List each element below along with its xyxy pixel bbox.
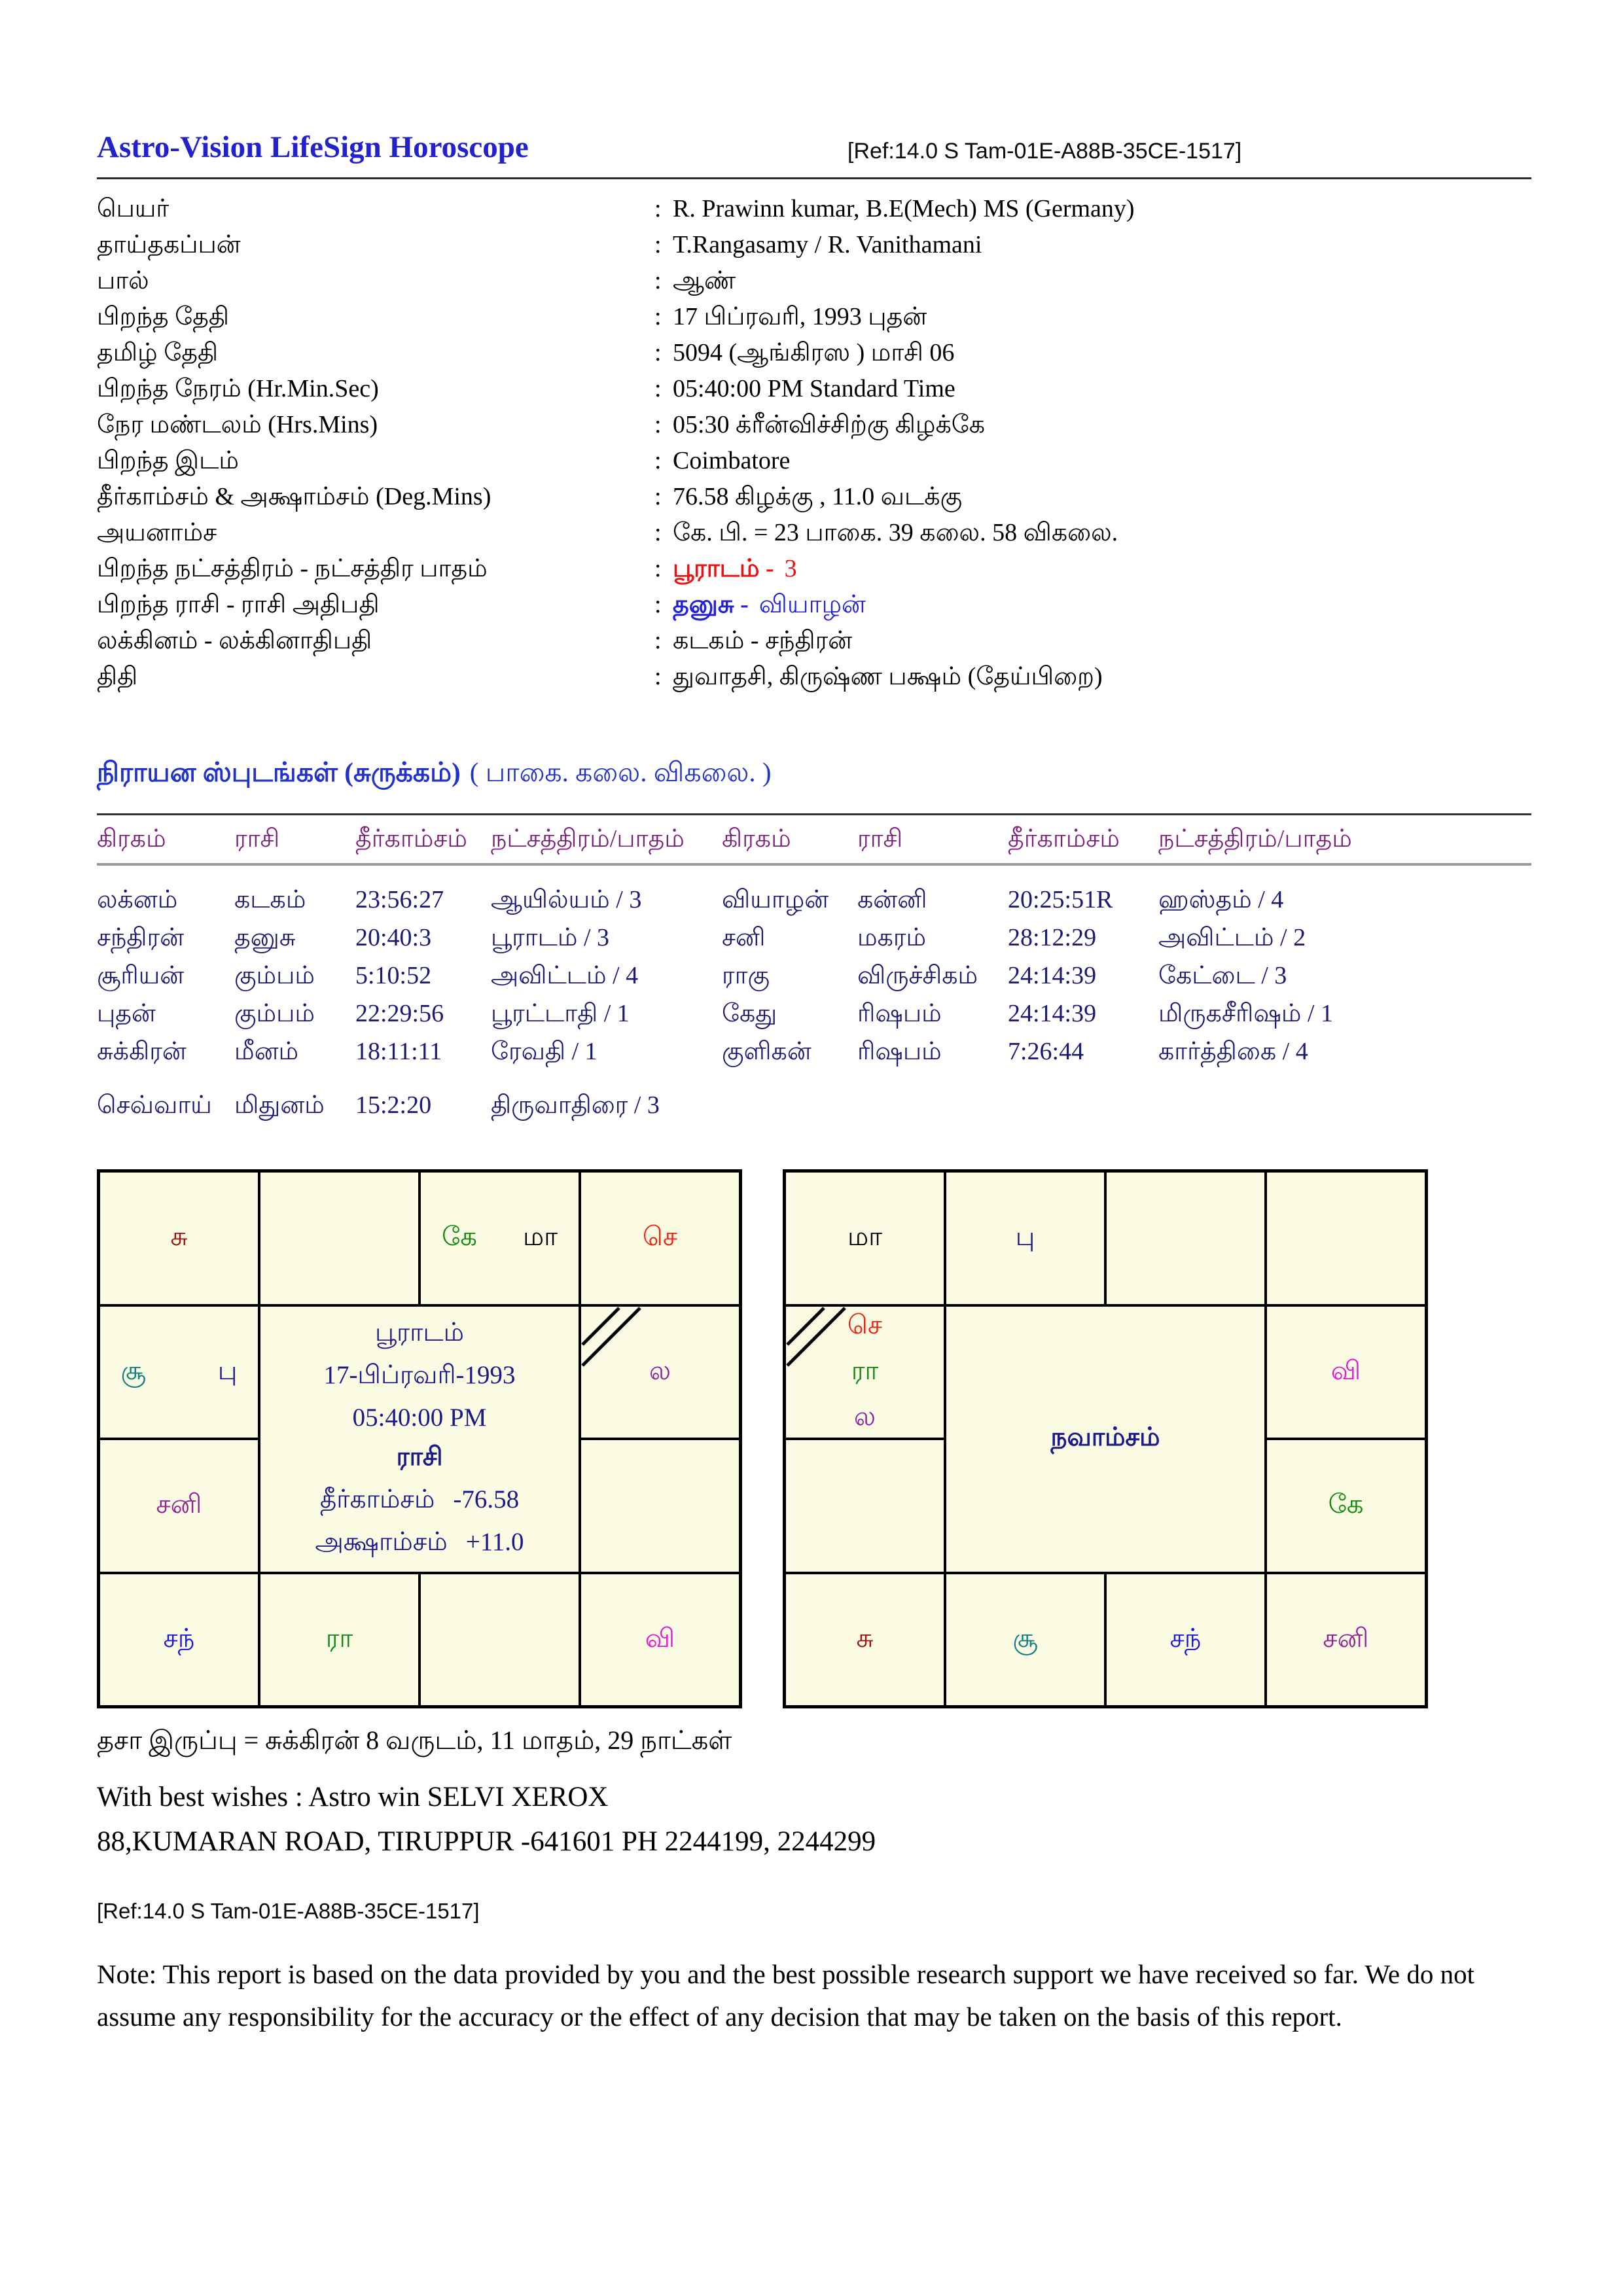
- center-time: 05:40:00 PM: [352, 1404, 487, 1432]
- info-label: தாய்தகப்பன்: [97, 231, 241, 258]
- nav-cell-r3c0: [786, 1574, 944, 1706]
- planet-ketu: கே: [441, 1222, 477, 1252]
- col-header-rasi: ராசி: [857, 825, 903, 853]
- planet-ketu: கே: [1328, 1489, 1364, 1519]
- table-cell: சூரியன்: [97, 962, 185, 989]
- planet-rahu: ரா: [325, 1623, 353, 1653]
- table-cell-empty: [722, 1075, 857, 1113]
- table-cell: கும்பம்: [234, 962, 315, 989]
- colon: :: [654, 519, 662, 546]
- page-title: Astro-Vision LifeSign Horoscope: [97, 130, 529, 164]
- table-cell: விருச்சிகம்: [857, 962, 978, 989]
- rasi-name: தனுசு -: [673, 591, 749, 618]
- table-cell: 15:2:20: [355, 1091, 432, 1119]
- table-cell: 22:29:56: [355, 1000, 444, 1027]
- table-cell: 20:40:3: [355, 924, 432, 951]
- table-cell: பூரட்டாதி / 1: [491, 1000, 630, 1027]
- planet-maandi: மா: [522, 1222, 558, 1252]
- table-cell: 7:26:44: [1008, 1038, 1084, 1065]
- info-label: நேர மண்டலம் (Hrs.Mins): [97, 411, 378, 438]
- table-cell-empty: [1008, 1075, 1158, 1113]
- nav-cell-r0c3: [1267, 1173, 1425, 1304]
- section-title-units: ( பாகை. கலை. விகலை. ): [469, 757, 772, 787]
- planet-saturn: சனி: [156, 1489, 202, 1519]
- latitude-label: அக்ஷாம்சம்: [315, 1528, 448, 1556]
- table-cell: ஹஸ்தம் / 4: [1158, 886, 1284, 913]
- table-cell: 24:14:39: [1008, 962, 1097, 989]
- table-cell: கன்னி: [857, 886, 927, 913]
- longitude-value: -76.58: [453, 1485, 520, 1513]
- table-cell: புதன்: [97, 1000, 156, 1027]
- info-row-parents: [97, 230, 1537, 266]
- table-cell: திருவாதிரை / 3: [491, 1091, 660, 1119]
- table-cell: சுக்கிரன்: [97, 1038, 187, 1065]
- center-chart-title: நவாம்சம்: [1050, 1423, 1160, 1451]
- rasi-chart-center: [260, 1307, 579, 1572]
- nav-cell-r0c1: [946, 1173, 1104, 1304]
- info-value: 76.58 கிழக்கு , 11.0 வடக்கு: [673, 483, 963, 510]
- table-cell: 20:25:51R: [1008, 886, 1113, 913]
- col-header-longitude: தீர்காம்சம்: [355, 825, 467, 853]
- center-date: 17-பிப்ரவரி-1993: [323, 1361, 516, 1389]
- info-label: பிறந்த ராசி - ராசி அதிபதி: [97, 591, 380, 618]
- colon: :: [654, 231, 662, 258]
- table-cell: லக்னம்: [97, 886, 178, 913]
- info-label: அயனாம்ச: [97, 519, 217, 546]
- info-label: லக்கினம் - லக்கினாதிபதி: [97, 627, 372, 654]
- info-row-birth-star: [97, 554, 1537, 590]
- info-value: Coimbatore: [673, 447, 791, 474]
- nav-cell-r2c0: [786, 1440, 944, 1572]
- info-row-gender: [97, 266, 1537, 302]
- colon: :: [654, 663, 662, 690]
- colon: :: [654, 591, 662, 618]
- table-cell: 24:14:39: [1008, 1000, 1097, 1027]
- table-cell: கேட்டை / 3: [1158, 962, 1287, 989]
- table-header-row: [97, 815, 1531, 863]
- info-label: பால்: [97, 267, 149, 294]
- nav-cell-r3c3: [1267, 1574, 1425, 1706]
- info-label: பிறந்த நேரம் (Hr.Min.Sec): [97, 375, 379, 402]
- latitude-value: +11.0: [465, 1528, 524, 1556]
- nav-cell-r0c2: [1107, 1173, 1264, 1304]
- colon: :: [654, 411, 662, 438]
- table-cell: 28:12:29: [1008, 924, 1097, 951]
- wishes-line: With best wishes : Astro win SELVI XEROX: [97, 1782, 609, 1812]
- info-value: கடகம் - சந்திரன்: [673, 627, 853, 654]
- info-label: பிறந்த இடம்: [97, 447, 239, 474]
- table-cell: கேது: [722, 1000, 777, 1027]
- table-cell: மகரம்: [857, 924, 927, 951]
- info-value: ஆண்: [673, 267, 736, 294]
- planet-positions-table: [97, 813, 1531, 1129]
- nav-cell-lagna: [786, 1307, 944, 1438]
- section-title-main: நிராயன ஸ்புடங்கள் (சுருக்கம்): [97, 757, 461, 787]
- center-chart-title: ராசி: [396, 1443, 443, 1471]
- colon: :: [654, 303, 662, 330]
- table-cell: மீனம்: [234, 1038, 299, 1065]
- planet-sun: சூ: [120, 1355, 146, 1385]
- colon: :: [654, 375, 662, 402]
- table-cell: மிதுனம்: [234, 1091, 325, 1119]
- header-rule: [97, 177, 1531, 179]
- table-cell: செவ்வாய்: [97, 1091, 212, 1119]
- planet-rahu: ரா: [851, 1355, 879, 1385]
- table-cell: கடகம்: [234, 886, 306, 913]
- rasi-cell-makaram: [100, 1440, 258, 1572]
- rasi-cell-rishabam: [421, 1173, 579, 1304]
- star-name: பூராடம் -: [673, 555, 774, 582]
- center-longitude: [320, 1485, 519, 1517]
- planet-jupiter: வி: [1330, 1355, 1361, 1385]
- planet-moon: சந்: [163, 1623, 195, 1653]
- rasi-chart: [97, 1169, 742, 1708]
- info-value: T.Rangasamy / R. Vanithamani: [673, 231, 982, 258]
- info-value: 05:30 க்ரீன்விச்சிற்கு கிழக்கே: [673, 411, 986, 438]
- disclaimer-note: Note: This report is based on the data provided by you and the best possible research support we have received so far. We do not assume any responsibility for the accuracy or the effect of any decision that may be taken on the basis of this report.: [97, 1959, 1474, 2032]
- address-line: 88,KUMARAN ROAD, TIRUPPUR -641601 PH 2244199, 2244299: [97, 1826, 876, 1857]
- planet-maandi: மா: [847, 1222, 883, 1252]
- info-value: துவாதசி, கிருஷ்ண பக்ஷம் (தேய்பிறை): [673, 663, 1103, 690]
- rasi-cell-dhanusu: [100, 1574, 258, 1706]
- nav-cell-r2c3: [1267, 1440, 1425, 1572]
- rasi-cell-thulam: [421, 1574, 579, 1706]
- table-cell: ரிஷபம்: [857, 1038, 942, 1065]
- lagna-abbr: ல: [649, 1355, 671, 1385]
- nav-cell-r3c2: [1107, 1574, 1264, 1706]
- planet-jupiter: வி: [645, 1623, 675, 1653]
- table-cell: சனி: [722, 924, 766, 951]
- table-cell: பூராடம் / 3: [491, 924, 610, 951]
- col-header-graham: கிரகம்: [722, 825, 791, 853]
- table-cell: சந்திரன்: [97, 924, 185, 951]
- table-rule-bottom: [97, 863, 1531, 866]
- nav-cell-r3c1: [946, 1574, 1104, 1706]
- planet-mercury: பு: [1015, 1222, 1035, 1252]
- rasi-cell-mesham: [260, 1173, 418, 1304]
- table-cell: கார்த்திகை / 4: [1158, 1038, 1308, 1065]
- planet-mars: செ: [642, 1222, 678, 1252]
- rasi-cell-mithunam: [581, 1173, 739, 1304]
- table-cell: ஆயில்யம் / 3: [491, 886, 642, 913]
- table-body: [97, 885, 1531, 1129]
- planet-mars: செ: [847, 1309, 883, 1339]
- table-cell: ரிஷபம்: [857, 1000, 942, 1027]
- info-row-birth-rasi: [97, 590, 1537, 626]
- info-label: தமிழ் தேதி: [97, 339, 219, 366]
- table-cell: கும்பம்: [234, 1000, 315, 1027]
- table-cell-empty: [857, 1075, 1008, 1113]
- info-row-birth-time: [97, 374, 1537, 410]
- info-label: பிறந்த தேதி: [97, 303, 230, 330]
- table-cell: ராகு: [722, 962, 770, 989]
- info-row-long-lat: [97, 482, 1537, 518]
- table-cell: 5:10:52: [355, 962, 432, 989]
- planet-venus: சு: [170, 1222, 188, 1252]
- dasa-balance-caption: தசா இருப்பு = சுக்கிரன் 8 வருடம், 11 மாதம், 29 நாட்கள்: [97, 1725, 732, 1755]
- star-padam: 3: [784, 555, 797, 582]
- reference-code-top: [Ref:14.0 S Tam-01E-A88B-35CE-1517]: [847, 139, 1242, 164]
- colon: :: [654, 195, 662, 222]
- birth-info-block: [97, 194, 1537, 698]
- lagna-marker-icon: [581, 1307, 643, 1369]
- table-cell: 23:56:27: [355, 886, 444, 913]
- table-cell: தனுசு: [234, 924, 296, 951]
- table-cell: அவிட்டம் / 2: [1158, 924, 1306, 951]
- table-cell-empty: [1158, 1075, 1531, 1113]
- colon: :: [654, 483, 662, 510]
- info-value-rasi: [669, 590, 866, 622]
- rasi-cell-kumbam: [100, 1307, 258, 1438]
- section-title-nirayana: [97, 756, 772, 792]
- rasi-cell-simmam: [581, 1440, 739, 1572]
- info-value: கே. பி. = 23 பாகை. 39 கலை. 58 விகலை.: [673, 519, 1118, 546]
- table-cell: ரேவதி / 1: [491, 1038, 597, 1065]
- info-value: 17 பிப்ரவரி, 1993 புதன்: [673, 303, 927, 330]
- info-value: 05:40:00 PM Standard Time: [673, 375, 955, 402]
- lagna-abbr: ல: [853, 1401, 876, 1431]
- info-row-name: [97, 194, 1537, 230]
- table-cell: வியாழன்: [722, 886, 829, 913]
- lagna-marker-icon: [786, 1307, 848, 1369]
- colon: :: [654, 555, 662, 582]
- planet-venus: சு: [856, 1623, 874, 1653]
- center-nakshatra: பூராடம்: [375, 1318, 464, 1347]
- col-header-rasi: ராசி: [234, 825, 280, 853]
- table-cell: அவிட்டம் / 4: [491, 962, 639, 989]
- info-row-birth-date: [97, 302, 1537, 338]
- info-value: R. Prawinn kumar, B.E(Mech) MS (Germany): [673, 195, 1135, 222]
- info-label: திதி: [97, 663, 138, 690]
- info-row-tamil-date: [97, 338, 1537, 374]
- navamsam-chart: [783, 1169, 1428, 1708]
- info-row-birth-place: [97, 446, 1537, 482]
- info-label: பிறந்த நட்சத்திரம் - நட்சத்திர பாதம்: [97, 555, 488, 582]
- info-row-lagna: [97, 626, 1537, 662]
- info-value: 5094 (ஆங்கிரஸ ) மாசி 06: [673, 339, 955, 366]
- reference-code-bottom: [Ref:14.0 S Tam-01E-A88B-35CE-1517]: [97, 1899, 480, 1923]
- info-value-star: [669, 554, 797, 586]
- planet-sun: சூ: [1012, 1623, 1038, 1653]
- info-row-tithi: [97, 662, 1537, 698]
- col-header-star: நட்சத்திரம்/பாதம்: [491, 825, 685, 853]
- colon: :: [654, 339, 662, 366]
- rasi-cell-kanni: [581, 1574, 739, 1706]
- rasi-cell-kadagam-lagna: [581, 1307, 739, 1438]
- info-label: தீர்காம்சம் & அக்ஷாம்சம் (Deg.Mins): [97, 483, 491, 510]
- col-header-star: நட்சத்திரம்/பாதம்: [1158, 825, 1352, 853]
- colon: :: [654, 447, 662, 474]
- colon: :: [654, 627, 662, 654]
- rasi-cell-viruchigam: [260, 1574, 418, 1706]
- col-header-longitude: தீர்காம்சம்: [1008, 825, 1120, 853]
- col-header-graham: கிரகம்: [97, 825, 166, 853]
- info-row-ayanamsa: [97, 518, 1537, 554]
- center-latitude: [315, 1527, 524, 1560]
- rasi-lord: வியாழன்: [758, 591, 866, 618]
- planet-mercury: பு: [217, 1355, 238, 1385]
- table-cell: குளிகன்: [722, 1038, 812, 1065]
- longitude-label: தீர்காம்சம்: [319, 1485, 435, 1513]
- colon: :: [654, 267, 662, 294]
- planet-saturn: சனி: [1323, 1623, 1369, 1653]
- info-row-time-zone: [97, 410, 1537, 446]
- planet-moon: சந்: [1169, 1623, 1202, 1653]
- navamsam-chart-center: [946, 1307, 1264, 1572]
- table-cell: 18:11:11: [355, 1038, 442, 1065]
- nav-cell-r1c3: [1267, 1307, 1425, 1438]
- table-cell: மிருகசீரிஷம் / 1: [1158, 1000, 1333, 1027]
- nav-cell-r0c0: [786, 1173, 944, 1304]
- info-label: பெயர்: [97, 195, 169, 222]
- rasi-cell-meenam: [100, 1173, 258, 1304]
